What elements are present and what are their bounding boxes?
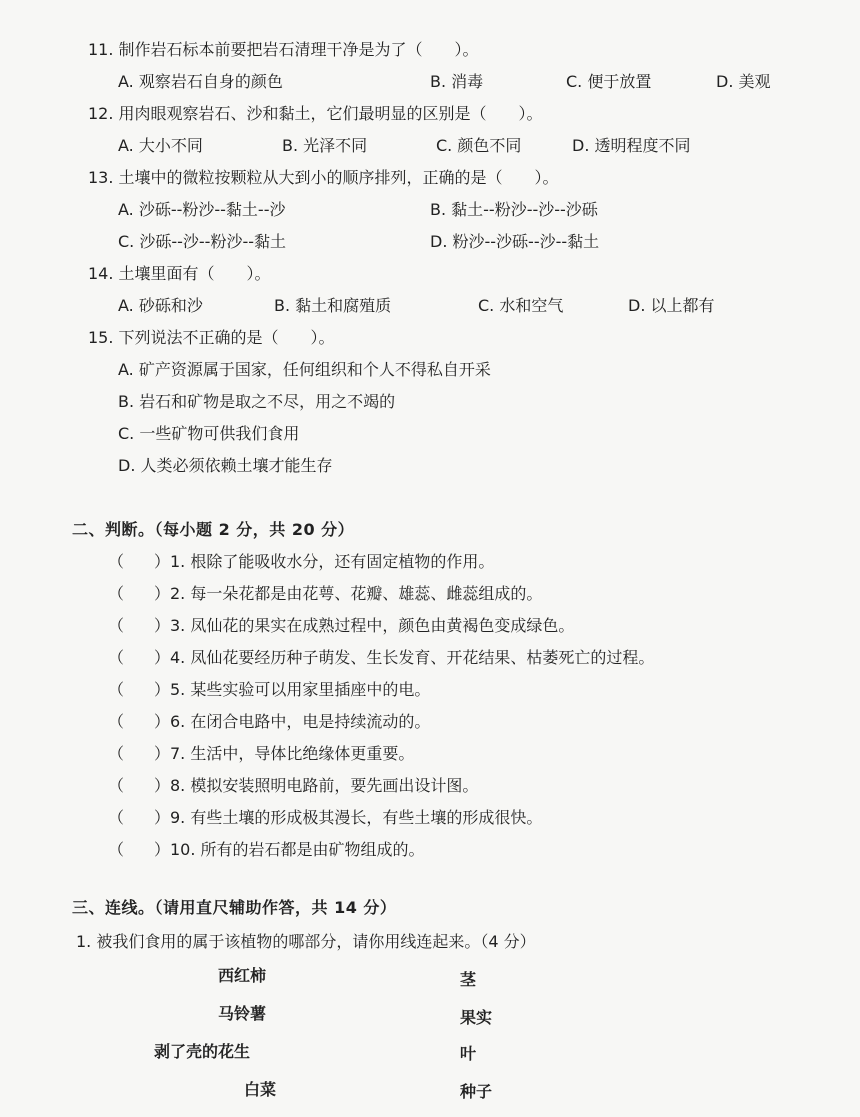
judge-item — [108, 584, 542, 604]
q11-option-a: A. 观察岩石自身的颜色 — [118, 72, 283, 91]
matching-question-1: 1. 被我们食用的属于该植物的哪部分，请你用线连起来。（4 分） — [76, 932, 536, 951]
q14-option-b: B. 黏土和腐殖质 — [274, 296, 392, 315]
judge-text: ）8. 模拟安装照明电路前，要先画出设计图。 — [154, 776, 479, 795]
q14-option-d: D. 以上都有 — [628, 296, 715, 315]
q11-option-c: C. 便于放置 — [566, 72, 652, 91]
judge-item — [108, 648, 654, 668]
q12-option-d: D. 透明程度不同 — [572, 136, 691, 155]
q14-option-c: C. 水和空气 — [478, 296, 564, 315]
q12-option-a: A. 大小不同 — [118, 136, 203, 155]
answer-bracket[interactable]: （ — [108, 552, 125, 571]
q14-option-a: A. 砂砾和沙 — [118, 296, 203, 315]
judge-text: ）1. 根除了能吸收水分，还有固定植物的作用。 — [154, 552, 495, 571]
q15-option-d: D. 人类必须依赖土壤才能生存 — [118, 456, 333, 475]
answer-bracket[interactable]: （ — [108, 584, 125, 603]
q15-option-c: C. 一些矿物可供我们食用 — [118, 424, 300, 443]
match-right-item[interactable]: 叶 — [460, 1044, 477, 1063]
match-right-item[interactable]: 种子 — [460, 1082, 493, 1101]
judge-text: ）4. 凤仙花要经历种子萌发、生长发育、开花结果、枯萎死亡的过程。 — [154, 648, 655, 667]
judge-item — [108, 616, 574, 636]
answer-bracket[interactable]: （ — [108, 712, 125, 731]
q15-option-b: B. 岩石和矿物是取之不尽，用之不竭的 — [118, 392, 396, 411]
q11-option-d: D. 美观 — [716, 72, 771, 91]
q12-option-c: C. 颜色不同 — [436, 136, 522, 155]
q13-option-a: A. 沙砾--粉沙--黏土--沙 — [118, 200, 286, 219]
question-12: 12. 用肉眼观察岩石、沙和黏土，它们最明显的区别是（ ）。 — [88, 104, 543, 123]
judge-item — [108, 552, 494, 572]
q13-option-c: C. 沙砾--沙--粉沙--黏土 — [118, 232, 286, 251]
question-11: 11. 制作岩石标本前要把岩石清理干净是为了（ ）。 — [88, 40, 479, 59]
judge-text: ）10. 所有的岩石都是由矿物组成的。 — [154, 840, 425, 859]
judge-item — [108, 680, 430, 700]
judge-text: ）3. 凤仙花的果实在成熟过程中，颜色由黄褐色变成绿色。 — [154, 616, 575, 635]
judge-item — [108, 840, 425, 860]
q12-option-b: B. 光泽不同 — [282, 136, 368, 155]
match-right-item[interactable]: 茎 — [460, 970, 477, 989]
q13-option-d: D. 粉沙--沙砾--沙--黏土 — [430, 232, 600, 251]
judge-text: ）5. 某些实验可以用家里插座中的电。 — [154, 680, 431, 699]
judge-item — [108, 776, 478, 796]
question-13: 13. 土壤中的微粒按颗粒从大到小的顺序排列，正确的是（ ）。 — [88, 168, 559, 187]
judge-text: ）6. 在闭合电路中，电是持续流动的。 — [154, 712, 431, 731]
section-3-title: 三、连线。（请用直尺辅助作答，共 14 分） — [72, 898, 397, 917]
match-left-item[interactable]: 白菜 — [244, 1080, 277, 1099]
match-left-item[interactable]: 马铃薯 — [218, 1004, 267, 1023]
question-14: 14. 土壤里面有（ ）。 — [88, 264, 271, 283]
q15-option-a: A. 矿产资源属于国家，任何组织和个人不得私自开采 — [118, 360, 491, 379]
section-2-title: 二、判断。（每小题 2 分，共 20 分） — [72, 520, 355, 539]
judge-item — [108, 744, 414, 764]
judge-text: ）9. 有些土壤的形成极其漫长，有些土壤的形成很快。 — [154, 808, 543, 827]
q13-option-b: B. 黏土--粉沙--沙--沙砾 — [430, 200, 598, 219]
answer-bracket[interactable]: （ — [108, 776, 125, 795]
q11-option-b: B. 消毒 — [430, 72, 484, 91]
answer-bracket[interactable]: （ — [108, 616, 125, 635]
answer-bracket[interactable]: （ — [108, 808, 125, 827]
match-left-item[interactable]: 西红柿 — [218, 966, 267, 985]
answer-bracket[interactable]: （ — [108, 680, 125, 699]
match-right-item[interactable]: 果实 — [460, 1008, 493, 1027]
match-left-item[interactable]: 剥了壳的花生 — [154, 1042, 251, 1061]
answer-bracket[interactable]: （ — [108, 648, 125, 667]
judge-item — [108, 808, 542, 828]
answer-bracket[interactable]: （ — [108, 744, 125, 763]
judge-text: ）7. 生活中，导体比绝缘体更重要。 — [154, 744, 415, 763]
judge-item — [108, 712, 430, 732]
question-15: 15. 下列说法不正确的是（ ）。 — [88, 328, 335, 347]
judge-text: ）2. 每一朵花都是由花萼、花瓣、雄蕊、雌蕊组成的。 — [154, 584, 543, 603]
answer-bracket[interactable]: （ — [108, 840, 125, 859]
